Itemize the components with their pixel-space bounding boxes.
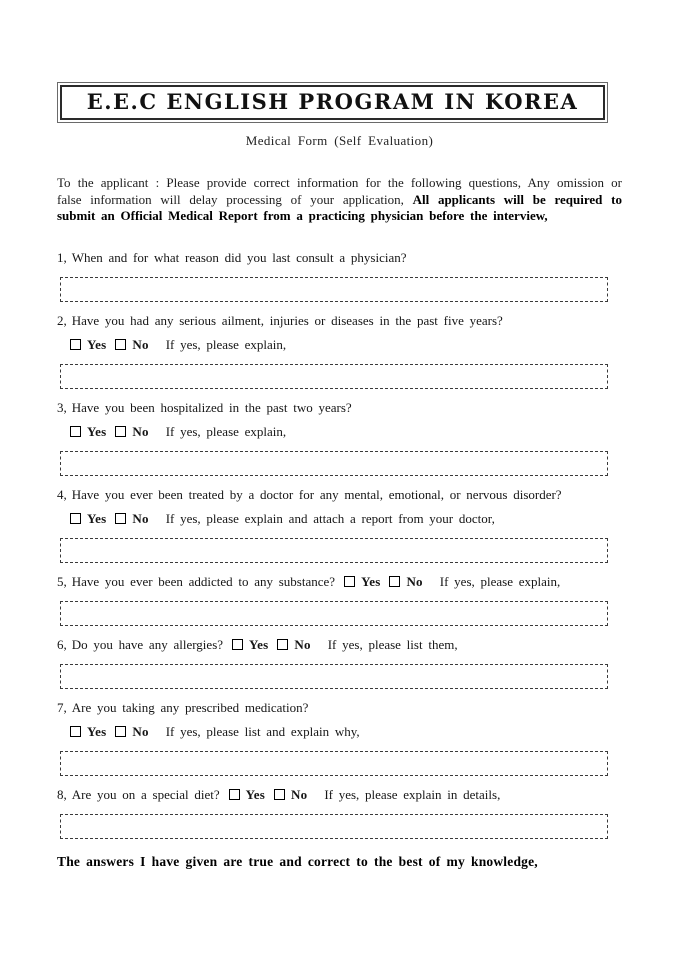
question-number: 5, xyxy=(57,573,67,589)
question-text: Have you had any serious ailment, injuries or diseases in the past five years? xyxy=(71,312,503,328)
intro-paragraph xyxy=(57,175,622,225)
question-line xyxy=(57,400,622,415)
form-title-box xyxy=(57,82,608,123)
intro-bold-text: All applicants will be required to submit an Official Medical Report from a practicing physician before the interview, xyxy=(57,191,622,223)
if-yes-text: If yes, please explain, xyxy=(165,423,287,439)
form-subtitle: Medical Form (Self Evaluation) xyxy=(245,133,434,148)
question-block xyxy=(57,637,622,689)
no-checkbox[interactable] xyxy=(115,513,126,524)
yes-checkbox[interactable] xyxy=(344,576,355,587)
question-number: 3, xyxy=(57,399,67,415)
no-checkbox[interactable] xyxy=(277,639,288,650)
yes-label: Yes xyxy=(87,723,107,739)
yes-no-checkbox-group xyxy=(70,724,360,739)
question-text: Are you taking any prescribed medication? xyxy=(71,699,309,715)
question-block xyxy=(57,787,622,839)
closing-statement: The answers I have given are true and correct to the best of my knowledge, xyxy=(57,853,538,869)
question-line xyxy=(57,637,622,652)
yes-no-checkbox-group xyxy=(229,787,501,802)
question-block xyxy=(57,574,622,626)
yes-label: Yes xyxy=(249,636,269,652)
yes-checkbox[interactable] xyxy=(70,513,81,524)
yes-label: Yes xyxy=(87,510,107,526)
intro-text: To the applicant : Please provide correct information for the following questions, Any omission or false information will delay processing of your application, xyxy=(57,175,622,207)
question-block xyxy=(57,250,622,302)
question-line xyxy=(57,574,622,589)
no-checkbox[interactable] xyxy=(115,339,126,350)
checkbox-row xyxy=(70,511,622,526)
no-checkbox[interactable] xyxy=(115,426,126,437)
yes-checkbox[interactable] xyxy=(232,639,243,650)
no-label: No xyxy=(406,573,423,589)
if-yes-text: If yes, please explain, xyxy=(165,336,287,352)
question-line xyxy=(57,700,622,715)
yes-checkbox[interactable] xyxy=(70,339,81,350)
question-number: 7, xyxy=(57,699,67,715)
question-block xyxy=(57,400,622,476)
no-label: No xyxy=(132,423,149,439)
question-number: 6, xyxy=(57,636,67,652)
answer-input-area[interactable] xyxy=(60,664,608,689)
no-label: No xyxy=(132,723,149,739)
answer-input-area[interactable] xyxy=(60,814,608,839)
form-title-inner-border xyxy=(60,85,605,120)
question-text: Are you on a special diet? xyxy=(71,786,220,802)
questions-list xyxy=(57,250,622,839)
question-block xyxy=(57,313,622,389)
yes-no-checkbox-group xyxy=(70,511,495,526)
question-line xyxy=(57,787,622,802)
if-yes-text: If yes, please explain, xyxy=(439,573,561,589)
answer-input-area[interactable] xyxy=(60,277,608,302)
yes-no-checkbox-group xyxy=(232,637,458,652)
answer-input-area[interactable] xyxy=(60,364,608,389)
question-number: 4, xyxy=(57,486,67,502)
if-yes-text: If yes, please list and explain why, xyxy=(165,723,360,739)
yes-label: Yes xyxy=(87,336,107,352)
if-yes-text: If yes, please explain and attach a report from your doctor, xyxy=(165,510,495,526)
yes-label: Yes xyxy=(87,423,107,439)
no-label: No xyxy=(132,336,149,352)
no-label: No xyxy=(291,786,308,802)
yes-label: Yes xyxy=(361,573,381,589)
question-line xyxy=(57,487,622,502)
no-checkbox[interactable] xyxy=(389,576,400,587)
question-line xyxy=(57,313,622,328)
question-number: 1, xyxy=(57,249,67,265)
question-line xyxy=(57,250,622,265)
question-text: When and for what reason did you last consult a physician? xyxy=(71,249,407,265)
page-title: E.E.C ENGLISH PROGRAM IN KOREA xyxy=(86,89,579,114)
if-yes-text: If yes, please explain in details, xyxy=(324,786,501,802)
question-text: Have you ever been addicted to any substance? xyxy=(71,573,336,589)
question-text: Have you been hospitalized in the past two years? xyxy=(71,399,352,415)
yes-no-checkbox-group xyxy=(70,337,286,352)
no-checkbox[interactable] xyxy=(115,726,126,737)
checkbox-row xyxy=(70,724,622,739)
no-checkbox[interactable] xyxy=(274,789,285,800)
checkbox-row xyxy=(70,337,622,352)
no-label: No xyxy=(294,636,311,652)
yes-checkbox[interactable] xyxy=(70,426,81,437)
question-number: 8, xyxy=(57,786,67,802)
answer-input-area[interactable] xyxy=(60,601,608,626)
yes-no-checkbox-group xyxy=(344,574,560,589)
question-text: Have you ever been treated by a doctor for any mental, emotional, or nervous disorder? xyxy=(71,486,562,502)
if-yes-text: If yes, please list them, xyxy=(327,636,458,652)
question-block xyxy=(57,487,622,563)
question-text: Do you have any allergies? xyxy=(71,636,224,652)
answer-input-area[interactable] xyxy=(60,451,608,476)
yes-checkbox[interactable] xyxy=(70,726,81,737)
answer-input-area[interactable] xyxy=(60,751,608,776)
question-number: 2, xyxy=(57,312,67,328)
answer-input-area[interactable] xyxy=(60,538,608,563)
question-block xyxy=(57,700,622,776)
no-label: No xyxy=(132,510,149,526)
yes-no-checkbox-group xyxy=(70,424,286,439)
yes-label: Yes xyxy=(245,786,266,802)
yes-checkbox[interactable] xyxy=(229,789,240,800)
checkbox-row xyxy=(70,424,622,439)
